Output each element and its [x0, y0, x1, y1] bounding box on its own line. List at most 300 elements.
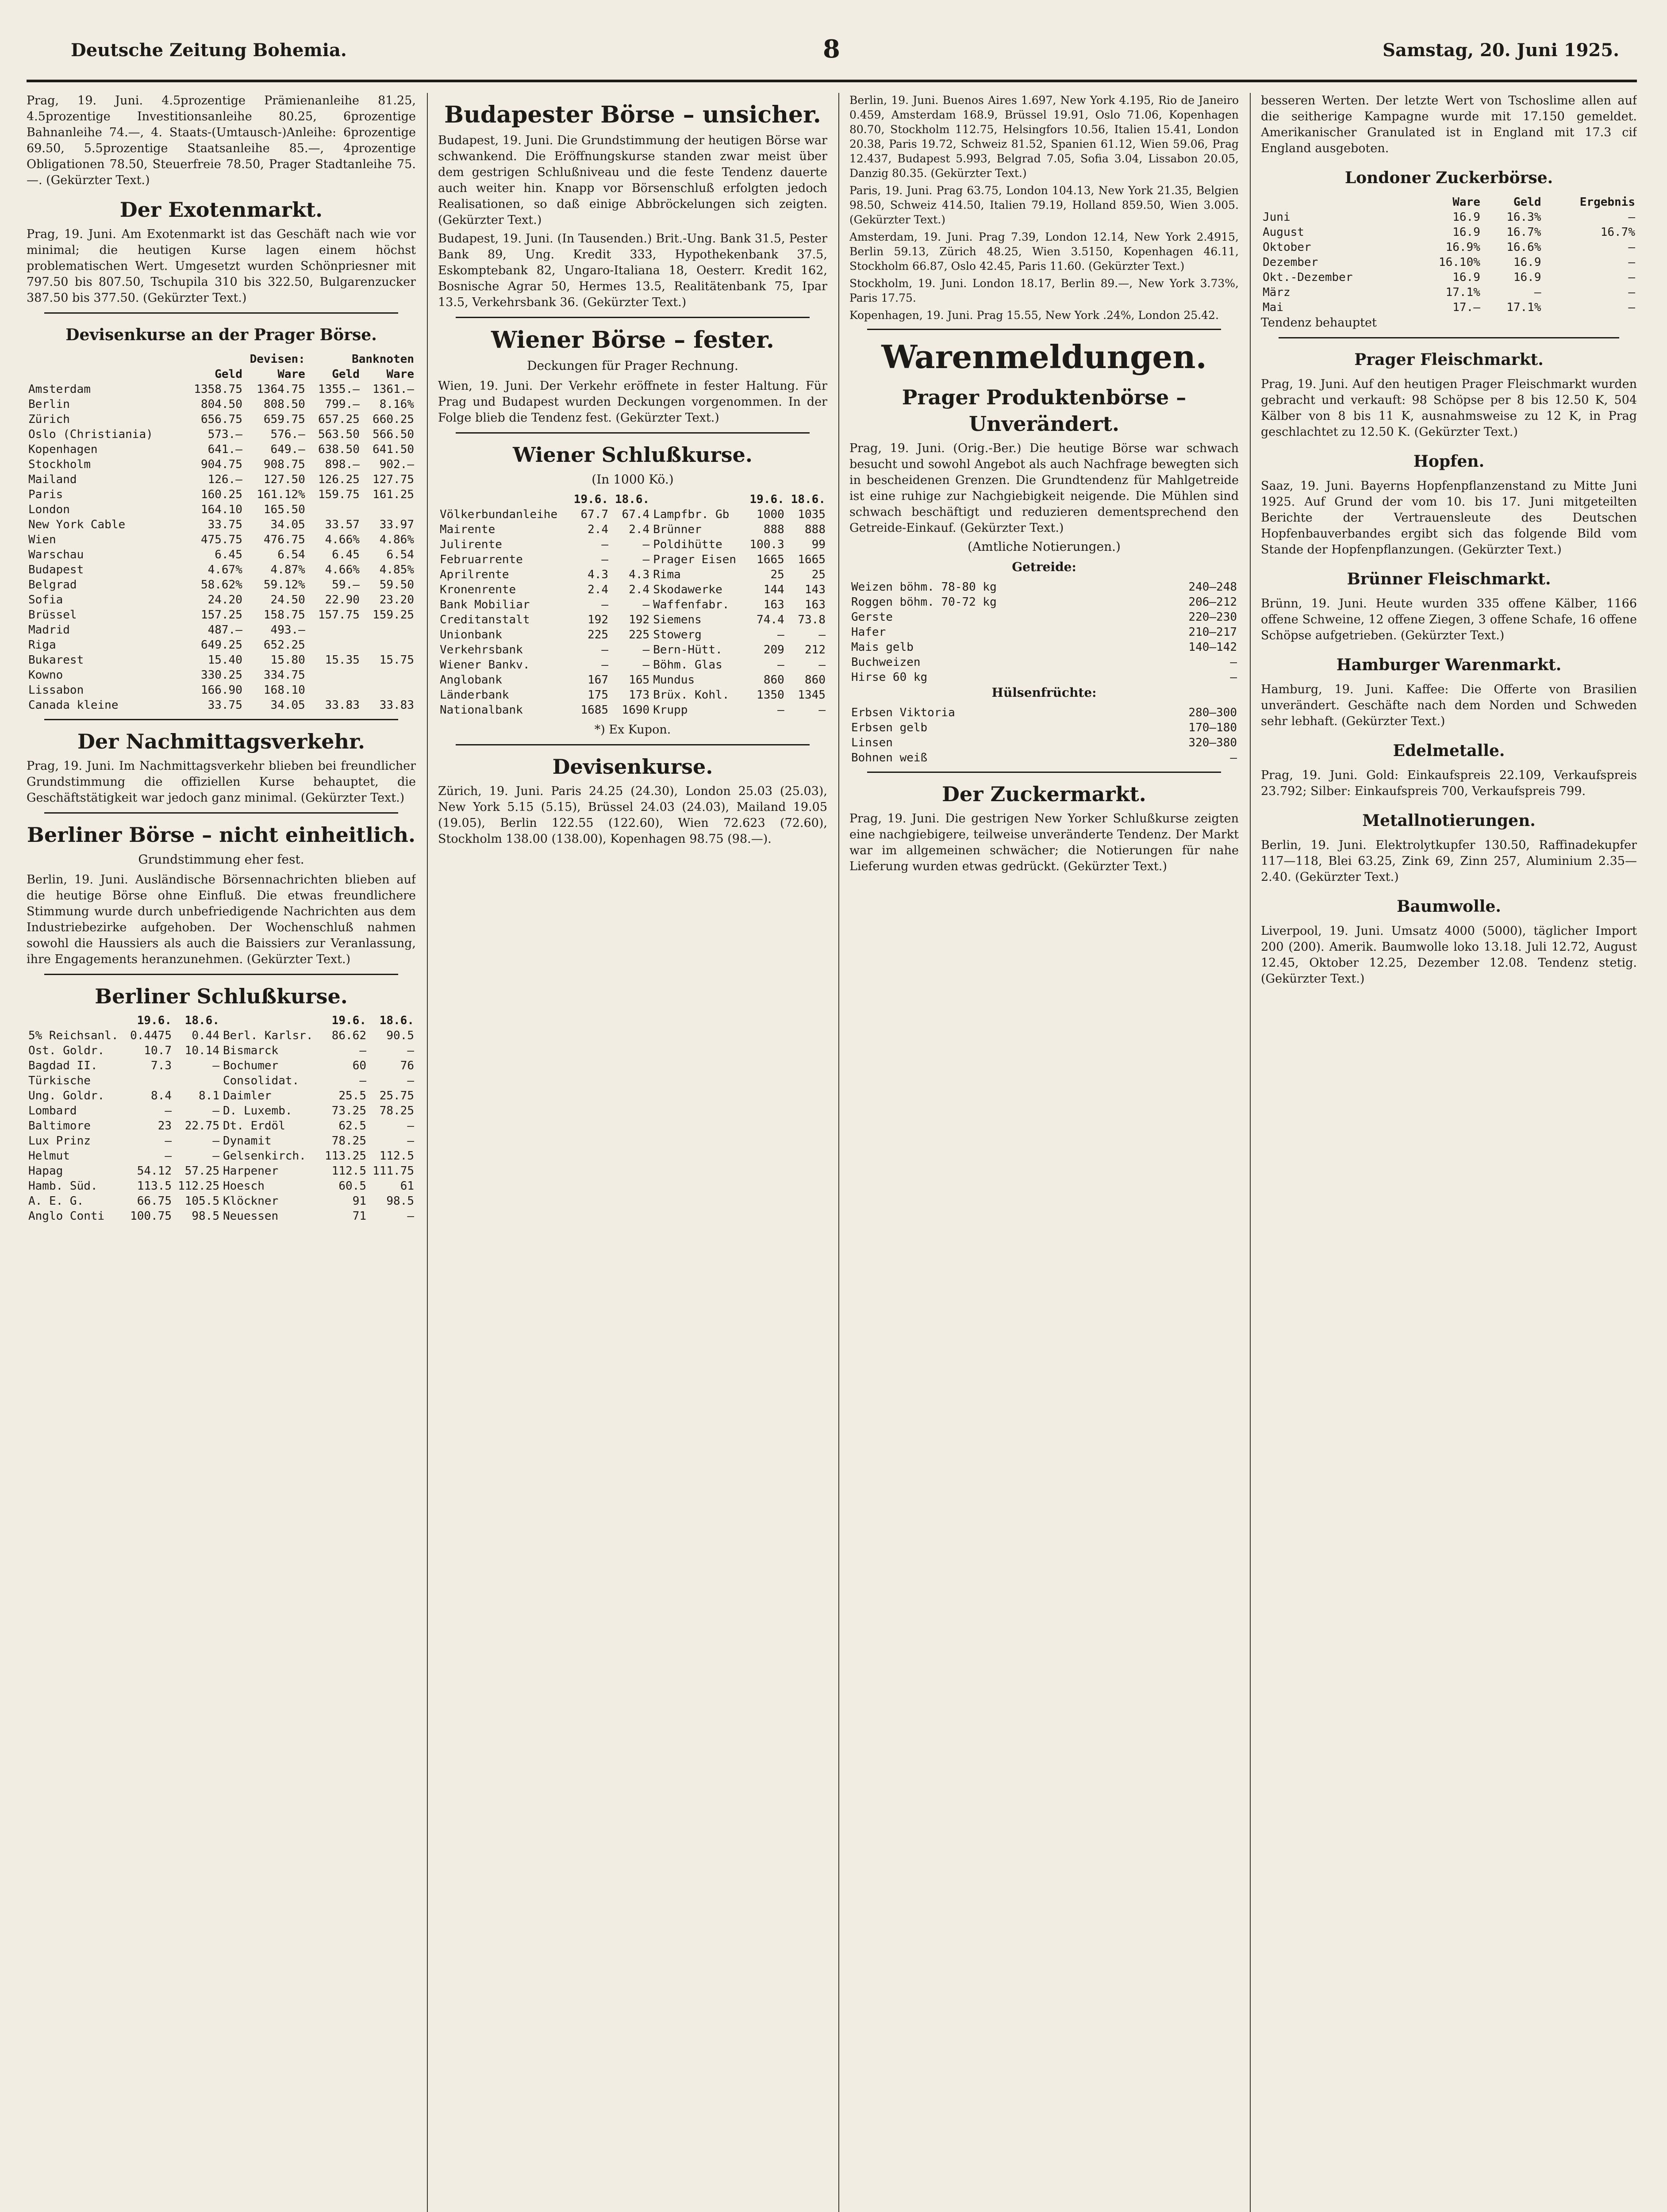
- kurs-cell: Anglo Conti: [28, 1210, 105, 1223]
- kurs-cell: 25: [811, 568, 826, 581]
- table-row: [27, 1073, 416, 1088]
- kurs-cell: 25: [770, 568, 784, 581]
- kurs-cell: Wiener Bankv.: [440, 658, 530, 672]
- devisen-cell: Brüssel: [28, 608, 77, 622]
- divider: [44, 719, 398, 720]
- devisen-cell: Madrid: [28, 623, 70, 637]
- kurs-cell: Bochumer: [223, 1059, 279, 1072]
- huelsen-title: Hülsenfrüchte:: [991, 685, 1097, 700]
- getreide-table: [849, 580, 1239, 685]
- table-row: [849, 625, 1239, 640]
- table-row: [27, 1058, 416, 1073]
- berlin-title: Berliner Börse – nicht einheitlich.: [27, 823, 415, 847]
- table-row: [27, 683, 416, 698]
- kurs-cell: Kronenrente: [440, 583, 516, 596]
- fleisch-text: Prag, 19. Juni. Auf den heutigen Prager Fleischmarkt wurden gebracht und verkauft: 98 Schöpse per 8 bis 12.50 K, 504 Kälber von 8 bis 11 K, ausnahmsweise zu 12 K, in Prag geschlachtet zu 12.50 K. (Gekürzter Text.): [1261, 377, 1637, 439]
- devisen-cell: 15.35: [325, 653, 360, 667]
- devisen-cell: 652.25: [263, 638, 305, 652]
- produkten-title: Prager Produktenbörse – Unverändert.: [902, 385, 1187, 436]
- column-2: [438, 93, 827, 2212]
- devisen-cell: 4.66%: [325, 563, 360, 576]
- table-row: [27, 517, 416, 532]
- zucker-cell: —: [1628, 241, 1635, 254]
- devisen-cell: 165.50: [263, 503, 305, 516]
- devisen-cell: 6.45: [332, 548, 360, 561]
- devisen-cell: 1355.—: [318, 383, 360, 396]
- devisen-cell: 164.10: [200, 503, 242, 516]
- devisen-cell: Riga: [28, 638, 56, 652]
- devisen-cell: New York Cable: [28, 518, 126, 531]
- column-1: [27, 93, 416, 2212]
- devisen-cell: 576.—: [270, 428, 305, 441]
- preis-cell: 240—248: [1188, 580, 1237, 594]
- metall-title: Metallnotierungen.: [1362, 811, 1536, 830]
- kurs-cell: Stowerg: [653, 628, 702, 641]
- kurs-cell: —: [359, 1074, 366, 1087]
- devisen-cell: 15.80: [270, 653, 305, 667]
- wien-schluss-table: [438, 492, 827, 718]
- zucker-cell: Mai: [1263, 301, 1283, 314]
- divider: [867, 329, 1221, 330]
- divider: [456, 317, 810, 318]
- devisen-cell: Lissabon: [28, 684, 84, 697]
- table-row: [849, 580, 1239, 595]
- wien-subtitle: Deckungen für Prager Rechnung.: [527, 358, 738, 373]
- table-row: [27, 1194, 416, 1209]
- preis-cell: Bohnen weiß: [851, 751, 928, 764]
- kurs-cell: 1350: [757, 688, 784, 702]
- devisenkurse-title: Devisenkurse.: [552, 755, 713, 779]
- kurs-cell: 91: [352, 1194, 366, 1208]
- kurs-cell: —: [212, 1104, 219, 1118]
- preis-cell: Hirse 60 kg: [851, 671, 928, 684]
- zucker-cell: 16.9: [1452, 271, 1480, 284]
- kurs-cell: —: [777, 703, 784, 717]
- devisen-cell: 126.25: [318, 473, 360, 486]
- kurs-cell: Februarrente: [440, 553, 523, 566]
- kurs-cell: 212: [805, 643, 826, 657]
- devisen-cell: Kowno: [28, 668, 63, 682]
- table-row: [849, 610, 1239, 625]
- kurs-cell: Hamb. Süd.: [28, 1179, 98, 1193]
- kurs-cell: 10.7: [144, 1044, 172, 1057]
- preis-cell: 220—230: [1188, 611, 1237, 624]
- kurs-cell: 7.3: [151, 1059, 172, 1072]
- devisen-cell: 656.75: [200, 413, 242, 426]
- devisen-cell: 168.10: [263, 684, 305, 697]
- table-row: [27, 412, 416, 427]
- london-title: Londoner Zuckerbörse.: [1344, 169, 1553, 187]
- kurs-cell: 1000: [757, 508, 784, 521]
- kurs-cell: 73.25: [331, 1104, 366, 1118]
- kurs-cell: Klöckner: [223, 1194, 279, 1208]
- table-row: [27, 1133, 416, 1148]
- kurs-cell: 100.75: [130, 1210, 172, 1223]
- kurs-cell: 57.25: [184, 1164, 219, 1178]
- kurs-cell: —: [777, 628, 784, 641]
- issue-date: Samstag, 20. Juni 1925.: [1383, 40, 1619, 61]
- kurs-cell: Mairente: [440, 523, 495, 536]
- newspaper-name: Deutsche Zeitung Bohemia.: [71, 40, 347, 61]
- hamburg-text: Hamburg, 19. Juni. Kaffee: Die Offerte von Brasilien unverändert. Geschäfte nach dem Norden und Schweden sehr lebhaft. (Gekürzter Text.): [1261, 683, 1637, 728]
- kurs-cell: 66.75: [137, 1194, 172, 1208]
- wien-schluss-title: Wiener Schlußkurse.: [513, 443, 753, 467]
- kurs-cell: 144: [763, 583, 784, 596]
- devisen-header: Ware: [386, 368, 414, 381]
- edelmetalle-title: Edelmetalle.: [1393, 741, 1505, 760]
- column-header: 18.6.: [791, 493, 826, 506]
- devisen-cell: 58.62%: [200, 578, 242, 591]
- kurs-cell: Türkische: [28, 1074, 91, 1087]
- kurs-cell: 78.25: [331, 1134, 366, 1148]
- kurs-cell: 99: [811, 538, 826, 551]
- kopenhagen-kurse: Kopenhagen, 19. Juni. Prag 15.55, New York .24%, London 25.42.: [849, 309, 1219, 322]
- devisen-cell: 649.25: [200, 638, 242, 652]
- devisen-cell: Berlin: [28, 398, 70, 411]
- kurs-cell: 225: [629, 628, 650, 641]
- kurs-cell: Rima: [653, 568, 681, 581]
- zucker-cell: 17.1%: [1506, 301, 1541, 314]
- zucker-cell: Dezember: [1263, 256, 1318, 269]
- devisen-cell: 59.50: [379, 578, 414, 591]
- table-row: [1261, 270, 1637, 285]
- devisen-cell: [361, 637, 416, 653]
- kurs-cell: Böhm. Glas: [653, 658, 722, 672]
- table-row: [27, 397, 416, 412]
- kurs-cell: 143: [805, 583, 826, 596]
- stockholm-kurse: Stockholm, 19. Juni. London 18.17, Berlin 89.—, New York 3.73%, Paris 17.75.: [849, 277, 1239, 304]
- zucker-cell: 16.9: [1452, 226, 1480, 239]
- kurs-cell: 860: [805, 673, 826, 687]
- devisen-header: [27, 367, 181, 382]
- preis-cell: 280—300: [1188, 706, 1237, 719]
- table-row: [27, 622, 416, 637]
- kurs-cell: 0.4475: [130, 1029, 172, 1042]
- newspaper-page: [27, 18, 1637, 2212]
- devisen-cell: 476.75: [263, 533, 305, 546]
- kurs-cell: Baltimore: [28, 1119, 91, 1133]
- table-row: [27, 698, 416, 713]
- devisen-cell: 6.45: [215, 548, 242, 561]
- devisen-cell: 334.75: [263, 668, 305, 682]
- zucker-text: Prag, 19. Juni. Die gestrigen New Yorker Schlußkurse zeigten eine nachgiebigere, teilweise unveränderte Tendenz. Der Markt war im allgemeinen schwächer; die Notierungen für nahe Lieferung wurden etwas gedrückt. (Gekürzter Text.): [849, 812, 1239, 873]
- table-row: [1261, 240, 1637, 255]
- kurs-cell: 112.5: [379, 1149, 414, 1163]
- kurs-cell: 113.5: [137, 1179, 172, 1193]
- table-row: [438, 687, 827, 703]
- column-header: 19.6.: [573, 493, 609, 506]
- preis-cell: Weizen böhm. 78-80 kg: [851, 580, 997, 594]
- zucker-cell: 16.9: [1452, 211, 1480, 224]
- table-row: [27, 1179, 416, 1194]
- kurs-cell: 1690: [622, 703, 650, 717]
- devisen-cell: 330.25: [200, 668, 242, 682]
- metall-text: Berlin, 19. Juni. Elektrolytkupfer 130.50, Raffinadekupfer 117—118, Blei 63.25, Zink 69, Zinn 257, Aluminium 2.35—2.40. (Gekürzter Text.): [1261, 838, 1637, 884]
- divider: [1279, 337, 1619, 338]
- kurs-cell: —: [407, 1210, 414, 1223]
- table-row: [27, 637, 416, 653]
- kurs-cell: Brünner: [653, 523, 702, 536]
- kurs-cell: 2.4: [588, 523, 609, 536]
- nachmittag-title: Der Nachmittagsverkehr.: [77, 730, 365, 753]
- preis-cell: Gerste: [851, 611, 893, 624]
- kurs-cell: Neuessen: [223, 1210, 279, 1223]
- devisen-cell: Oslo (Christiania): [28, 428, 153, 441]
- kurs-cell: Mundus: [653, 673, 695, 687]
- column-header: 18.6.: [379, 1014, 414, 1027]
- table-row: [27, 457, 416, 472]
- divider: [456, 744, 810, 745]
- kurs-cell: —: [165, 1134, 172, 1148]
- table-row: [27, 1043, 416, 1058]
- devisen-cell: 898.—: [325, 458, 360, 471]
- kurs-cell: 163: [763, 598, 784, 611]
- devisen-cell: 15.40: [207, 653, 242, 667]
- table-row: [27, 1148, 416, 1164]
- column-header: 19.6.: [749, 493, 784, 506]
- kurs-cell: Hoesch: [223, 1179, 265, 1193]
- kurs-cell: Lombard: [28, 1104, 77, 1118]
- devisen-group-banknoten: Banknoten: [352, 353, 414, 366]
- baumwolle-text: Liverpool, 19. Juni. Umsatz 4000 (5000), täglicher Import 200 (200). Amerik. Baumwolle loko 13.18. Juli 12.72, August 12.45, Oktober 12.25, Dezember 12.08. Tendenz stetig. (Gekürzter Text.): [1261, 924, 1637, 986]
- col1-intro: Prag, 19. Juni. 4.5prozentige Prämienanleihe 81.25, 4.5prozentige Investitionsanleihe 80.25, 6prozentige Bahnanleihe 74.—, 4. Staats-(Umtausch-)Anleihe: 6prozentige 69.50, 5.5prozentige Staatsanleihe 85.—, 4prozentige Obligationen 78.50, Steuerfreie 78.50, Prager Stadtanleihe 75.—. (Gekürzter Text.): [27, 94, 416, 187]
- devisen-cell: 159.25: [373, 608, 414, 622]
- kurs-cell: 54.12: [137, 1164, 172, 1178]
- column-rule: [427, 93, 428, 2212]
- devisen-group-devisen: Devisen:: [250, 353, 305, 366]
- column-header: [438, 492, 569, 507]
- table-row: [27, 607, 416, 622]
- devisen-cell: 4.66%: [325, 533, 360, 546]
- preis-cell: 320—380: [1188, 736, 1237, 749]
- devisen-cell: 573.—: [207, 428, 242, 441]
- kurs-cell: [173, 1073, 221, 1088]
- london-table: [1261, 195, 1637, 315]
- kurs-cell: Verkehrsbank: [440, 643, 523, 657]
- zucker-cell: Okt.-Dezember: [1263, 271, 1353, 284]
- wien-text: Wien, 19. Juni. Der Verkehr eröffnete in fester Haltung. Für Prag und Budapest wurden Deckungen vorgenommen. In der Folge blieb die Tendenz fest. (Gekürzter Text.): [438, 379, 827, 425]
- table-row: [438, 537, 827, 552]
- kurs-cell: —: [407, 1044, 414, 1057]
- kurs-cell: —: [407, 1119, 414, 1133]
- devisen-cell: 1361.—: [373, 383, 414, 396]
- devisen-cell: 808.50: [263, 398, 305, 411]
- preis-cell: Roggen böhm. 70-72 kg: [851, 595, 997, 609]
- kurs-cell: 1665: [798, 553, 826, 566]
- preis-cell: Linsen: [851, 736, 893, 749]
- kurs-cell: —: [407, 1134, 414, 1148]
- table-row: [27, 562, 416, 577]
- devisen-cell: Warschau: [28, 548, 84, 561]
- column-header: 19.6.: [331, 1014, 366, 1027]
- zucker-cell: 16.9: [1513, 256, 1541, 269]
- kurs-cell: —: [642, 598, 650, 611]
- table-row: [27, 502, 416, 517]
- table-row: [27, 653, 416, 668]
- table-row: [438, 672, 827, 687]
- devisen-cell: 33.97: [379, 518, 414, 531]
- devisen-cell: [361, 622, 416, 637]
- devisen-cell: 1364.75: [257, 383, 305, 396]
- table-row: [438, 522, 827, 537]
- budapest-kurse: Budapest, 19. Juni. (In Tausenden.) Brit.-Ung. Bank 31.5, Pester Bank 89, Ung. Kredit 333, Hypothekenbank 37.5, Eskomptebank 82, Ungaro-Italiana 18, Oesterr. Kredit 162, Bosnische Agrar 50, Hermes 13.5, Realitätenbank 75, Ipar 13.5, Verkehrsbank 36. (Gekürzter Text.): [438, 232, 827, 309]
- zucker-cell: 16.9%: [1445, 241, 1480, 254]
- kurs-cell: 90.5: [386, 1029, 414, 1042]
- devisen-cell: 15.75: [379, 653, 414, 667]
- devisen-cell: [307, 502, 361, 517]
- kurs-cell: 67.7: [580, 508, 609, 521]
- kurs-cell: Länderbank: [440, 688, 509, 702]
- column-header: Ergebnis: [1579, 196, 1635, 209]
- kurs-cell: —: [165, 1149, 172, 1163]
- kurs-cell: 1345: [798, 688, 826, 702]
- kurs-cell: Waffenfabr.: [653, 598, 730, 611]
- kurs-cell: 10.14: [184, 1044, 219, 1057]
- devisen-cell: 22.90: [325, 593, 360, 607]
- column-rule: [838, 93, 839, 2212]
- kurs-cell: 1685: [580, 703, 609, 717]
- devisen-cell: 641.50: [373, 443, 414, 456]
- devisen-cell: 649.—: [270, 443, 305, 456]
- devisen-cell: 166.90: [200, 684, 242, 697]
- page-number: 8: [823, 35, 840, 64]
- preis-cell: Mais gelb: [851, 641, 914, 654]
- zucker-cell: 16.10%: [1438, 256, 1480, 269]
- kurs-cell: Dt. Erdöl: [223, 1119, 285, 1133]
- kurs-cell: Unionbank: [440, 628, 502, 641]
- table-row: [27, 382, 416, 397]
- devisen-cell: 33.83: [379, 699, 414, 712]
- divider: [867, 772, 1221, 773]
- nachmittag-text: Prag, 19. Juni. Im Nachmittagsverkehr blieben bei freundlicher Grundstimmung die offiziellen Kurse behauptet, die Geschäftstätigkeit war jedoch ganz minimal. (Gekürzter Text.): [27, 759, 416, 805]
- kurs-cell: —: [407, 1074, 414, 1087]
- devisen-cell: 127.50: [263, 473, 305, 486]
- column-header: [27, 1013, 126, 1028]
- table-row: [849, 655, 1239, 670]
- zucker-cell: 16.7%: [1506, 226, 1541, 239]
- kurs-cell: Brüx. Kohl.: [653, 688, 730, 702]
- kurs-cell: 2.4: [588, 583, 609, 596]
- divider: [44, 312, 398, 314]
- table-row: [27, 577, 416, 592]
- kurs-cell: Bismarck: [223, 1044, 279, 1057]
- hopfen-text: Saaz, 19. Juni. Bayerns Hopfenpflanzenstand zu Mitte Juni 1925. Auf Grund der vom 10. bis 17. Juni mitgeteilten Berichte der Vertrauensleute des Deutschen Hopfenbauverbandes ergibt sich das folgende Bild vom Stande der Hopfenpflanzungen. (Gekürzter Text.): [1261, 479, 1637, 557]
- zucker-cell: —: [1628, 301, 1635, 314]
- kurs-cell: Krupp: [653, 703, 688, 717]
- kurs-cell: 165: [629, 673, 650, 687]
- kurs-cell: 61: [400, 1179, 414, 1193]
- kurs-cell: Lampfbr. Gb: [653, 508, 730, 521]
- kurs-cell: 175: [588, 688, 609, 702]
- kurs-cell: Siemens: [653, 613, 702, 626]
- edelmetalle-text: Prag, 19. Juni. Gold: Einkaufspreis 22.109, Verkaufspreis 23.792; Silber: Einkaufspreis 700, Verkaufspreis 799.: [1261, 768, 1637, 798]
- zucker-cell: —: [1628, 286, 1635, 299]
- divider: [44, 974, 398, 975]
- kurs-cell: Berl. Karlsr.: [223, 1029, 313, 1042]
- devisen-cell: Kopenhagen: [28, 443, 98, 456]
- table-row: [1261, 255, 1637, 270]
- kurs-cell: 74.4: [757, 613, 784, 626]
- berlin-text: Berlin, 19. Juni. Ausländische Börsennachrichten blieben auf die heutige Börse ohne Einfluß. Die etwas freundlichere Stimmung wurde durch unbefriedigende Nachrichten aus dem Industriebezirke aufgehoben. Der Wochenschluß nahmen sowohl die Haussiers als auch die Baissiers zur Veranlassung, ihre Engagements heranzunehmen. (Gekürzter Text.): [27, 873, 416, 966]
- kurs-cell: Anglobank: [440, 673, 502, 687]
- table-row: [27, 668, 416, 683]
- devisen-cell: 493.—: [270, 623, 305, 637]
- devisen-cell: [361, 668, 416, 683]
- devisen-cell: 660.25: [373, 413, 414, 426]
- kurs-cell: —: [212, 1134, 219, 1148]
- zucker-cell: —: [1628, 211, 1635, 224]
- devisen-cell: 638.50: [318, 443, 360, 456]
- table-row: [27, 427, 416, 442]
- devisen-cell: 1358.75: [194, 383, 242, 396]
- london-tendenz: Tendenz behauptet: [1261, 316, 1377, 330]
- zucker-cell: 16.6%: [1506, 241, 1541, 254]
- kurs-cell: 111.75: [373, 1164, 414, 1178]
- page-header: [27, 18, 1637, 82]
- kurs-cell: Ost. Goldr.: [28, 1044, 105, 1057]
- devisen-cell: Amsterdam: [28, 383, 91, 396]
- zucker-cell: Juni: [1263, 211, 1291, 224]
- berlin-subtitle: Grundstimmung eher fest.: [138, 852, 304, 867]
- paris-kurse: Paris, 19. Juni. Prag 63.75, London 104.13, New York 21.35, Belgien 98.50, Schweiz 414.50, Italien 79.19, Holland 859.50, Wien 3.005. (Gekürzter Text.): [849, 184, 1239, 226]
- kurs-cell: —: [601, 598, 609, 611]
- table-row: [27, 487, 416, 502]
- table-row: [438, 582, 827, 597]
- kurs-cell: 8.1: [199, 1089, 219, 1102]
- preis-cell: 210—217: [1188, 626, 1237, 639]
- kurs-cell: Poldihütte: [653, 538, 722, 551]
- kurs-cell: Bern-Hütt.: [653, 643, 722, 657]
- devisen-cell: 159.75: [318, 488, 360, 501]
- table-row: [27, 1088, 416, 1103]
- wien-schluss-subtitle: (In 1000 Kö.): [592, 472, 674, 487]
- devisen-cell: London: [28, 503, 70, 516]
- kurs-cell: Aprilrente: [440, 568, 509, 581]
- table-row: [438, 612, 827, 627]
- zucker-cell: März: [1263, 286, 1291, 299]
- column-header: 19.6.: [137, 1014, 172, 1027]
- devisen-cell: 24.50: [270, 593, 305, 607]
- kurs-cell: 5% Reichsanl.: [28, 1029, 119, 1042]
- devisen-cell: Budapest: [28, 563, 84, 576]
- kurs-cell: Consolidat.: [223, 1074, 300, 1087]
- preis-cell: Hafer: [851, 626, 886, 639]
- devisen-cell: 33.57: [325, 518, 360, 531]
- devisen-cell: 4.86%: [379, 533, 414, 546]
- kurs-cell: —: [212, 1149, 219, 1163]
- kurs-cell: 163: [805, 598, 826, 611]
- devisen-cell: 804.50: [200, 398, 242, 411]
- table-row: [27, 532, 416, 547]
- devisen-header: Ware: [277, 368, 305, 381]
- devisen-cell: 34.05: [270, 518, 305, 531]
- zucker-cell: 16.7%: [1600, 226, 1635, 239]
- devisen-cell: 127.75: [373, 473, 414, 486]
- kurs-cell: 62.5: [338, 1119, 366, 1133]
- kurs-cell: —: [642, 643, 650, 657]
- kurs-cell: 23: [157, 1119, 172, 1133]
- devisenkurse-text: Zürich, 19. Juni. Paris 24.25 (24.30), London 25.03 (25.03), New York 5.15 (5.15), Brüssel 24.03 (24.03), Mailand 19.05 (19.05), Berlin 122.55 (122.60), Wien 72.623 (72.60), Stockholm 138.00 (138.00), Kopenhagen 98.75 (98.—).: [438, 784, 827, 846]
- devisen-cell: [307, 637, 361, 653]
- kurs-cell: —: [601, 553, 609, 566]
- kurs-cell: Bagdad II.: [28, 1059, 98, 1072]
- devisen-cell: Wien: [28, 533, 56, 546]
- devisen-cell: 126.—: [207, 473, 242, 486]
- devisen-cell: 904.75: [200, 458, 242, 471]
- zucker-cell: 17.—: [1452, 301, 1480, 314]
- devisen-cell: 6.54: [386, 548, 414, 561]
- table-row: [438, 657, 827, 672]
